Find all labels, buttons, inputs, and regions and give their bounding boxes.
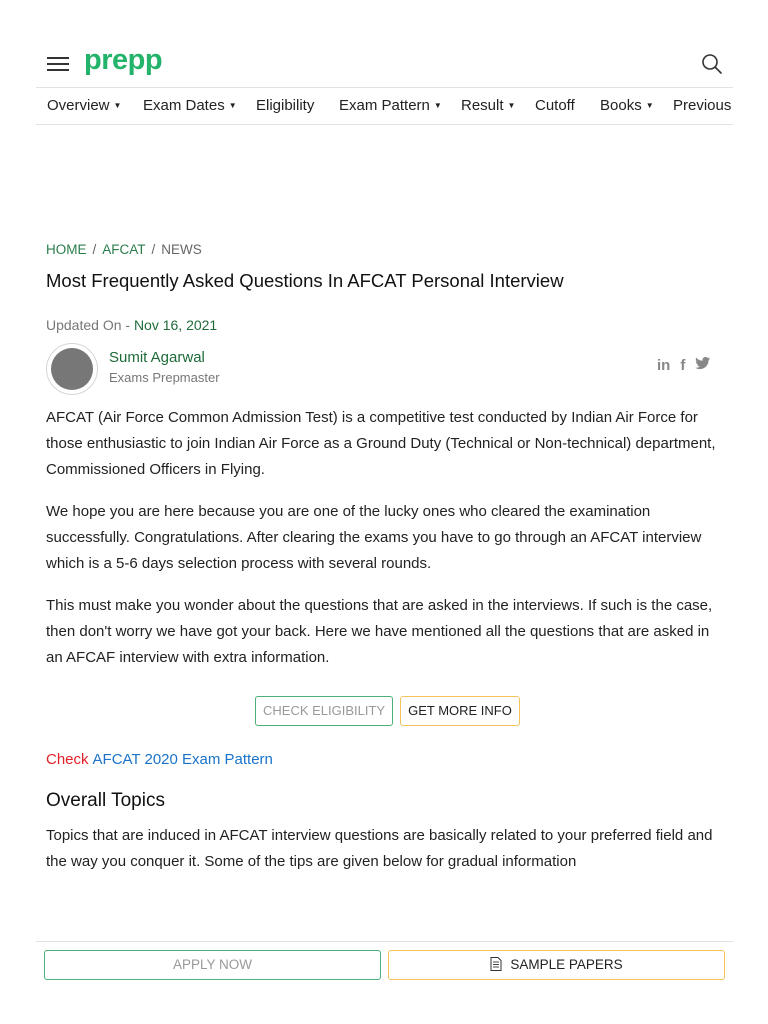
- facebook-icon[interactable]: f: [680, 357, 686, 374]
- article-paragraph: We hope you are here because you are one of the lucky ones who cleared the examination successfully. Congratulations. After clearing the exams you have to go through an AFCAT interview which is a 5-6 days selection process with several rounds.: [46, 503, 702, 572]
- social-share: [657, 357, 711, 375]
- nav-item-previous[interactable]: Previous: [673, 97, 732, 114]
- article-paragraph: AFCAT (Air Force Common Admission Test) is a competitive test conducted by Indian Air Force for those enthusiastic to join Indian Air Force as a Ground Duty (Technical or Non-technical) department, Commissioned Officers in Flying.: [46, 409, 716, 478]
- twitter-icon[interactable]: [695, 357, 711, 375]
- breadcrumb-news: NEWS: [161, 242, 202, 257]
- article-title: Most Frequently Asked Questions In AFCAT Personal Interview: [46, 270, 564, 291]
- check-eligibility-button[interactable]: CHECK ELIGIBILITY: [255, 696, 393, 726]
- updated-date-value: Nov 16, 2021: [133, 317, 218, 333]
- sample-papers-button[interactable]: [388, 950, 725, 980]
- apply-now-button[interactable]: APPLY NOW: [44, 950, 381, 980]
- top-header: [36, 40, 733, 88]
- author-avatar[interactable]: [46, 343, 98, 395]
- sticky-footer: [36, 941, 733, 1024]
- nav-item-cutoff[interactable]: Cutoff: [535, 97, 575, 114]
- breadcrumb-afcat[interactable]: AFCAT: [102, 242, 146, 257]
- search-icon[interactable]: [701, 53, 723, 75]
- author-role: Exams Prepmaster: [109, 370, 220, 385]
- prepp-logo[interactable]: prepp: [84, 44, 163, 76]
- section-heading: Overall Topics: [46, 790, 165, 811]
- exam-pattern-link[interactable]: AFCAT 2020 Exam Pattern: [92, 751, 273, 768]
- author-name[interactable]: Sumit Agarwal: [109, 349, 205, 366]
- linkedin-icon[interactable]: in: [657, 357, 671, 374]
- breadcrumb-home[interactable]: HOME: [46, 242, 87, 257]
- get-more-info-button[interactable]: GET MORE INFO: [400, 696, 520, 726]
- nav-item-exam-dates[interactable]: Exam Dates ▼: [143, 97, 237, 114]
- menu-icon[interactable]: [47, 57, 69, 71]
- nav-item-result[interactable]: Result ▼: [461, 97, 516, 114]
- updated-prefix: Updated On -: [46, 317, 134, 333]
- section-paragraph: Topics that are induced in AFCAT interview questions are basically related to your preferred field and the way you conquer it. Some of the tips are given below for gradual information: [46, 827, 713, 870]
- nav-item-eligibility[interactable]: Eligibility: [256, 97, 315, 114]
- nav-item-overview[interactable]: Overview ▼: [47, 97, 122, 114]
- check-label: Check: [46, 751, 89, 768]
- article-paragraph: This must make you wonder about the questions that are asked in the interviews. If such is the case, then don't worry we have got your back. Here we have mentioned all the questions that are asked in an AFCAF interview with extra information.: [46, 597, 713, 666]
- breadcrumb-separator: /: [151, 242, 156, 257]
- updated-date: [46, 317, 217, 333]
- check-exam-pattern-line: [46, 751, 273, 768]
- exam-nav-bar: [36, 88, 733, 125]
- nav-item-books[interactable]: Books ▼: [600, 97, 654, 114]
- breadcrumb-separator: /: [92, 242, 97, 257]
- nav-item-exam-pattern[interactable]: Exam Pattern ▼: [339, 97, 442, 114]
- sample-papers-label: SAMPLE PAPERS: [510, 957, 623, 972]
- breadcrumb: [46, 242, 202, 257]
- cta-button-row: [255, 696, 520, 726]
- document-icon: [490, 953, 502, 981]
